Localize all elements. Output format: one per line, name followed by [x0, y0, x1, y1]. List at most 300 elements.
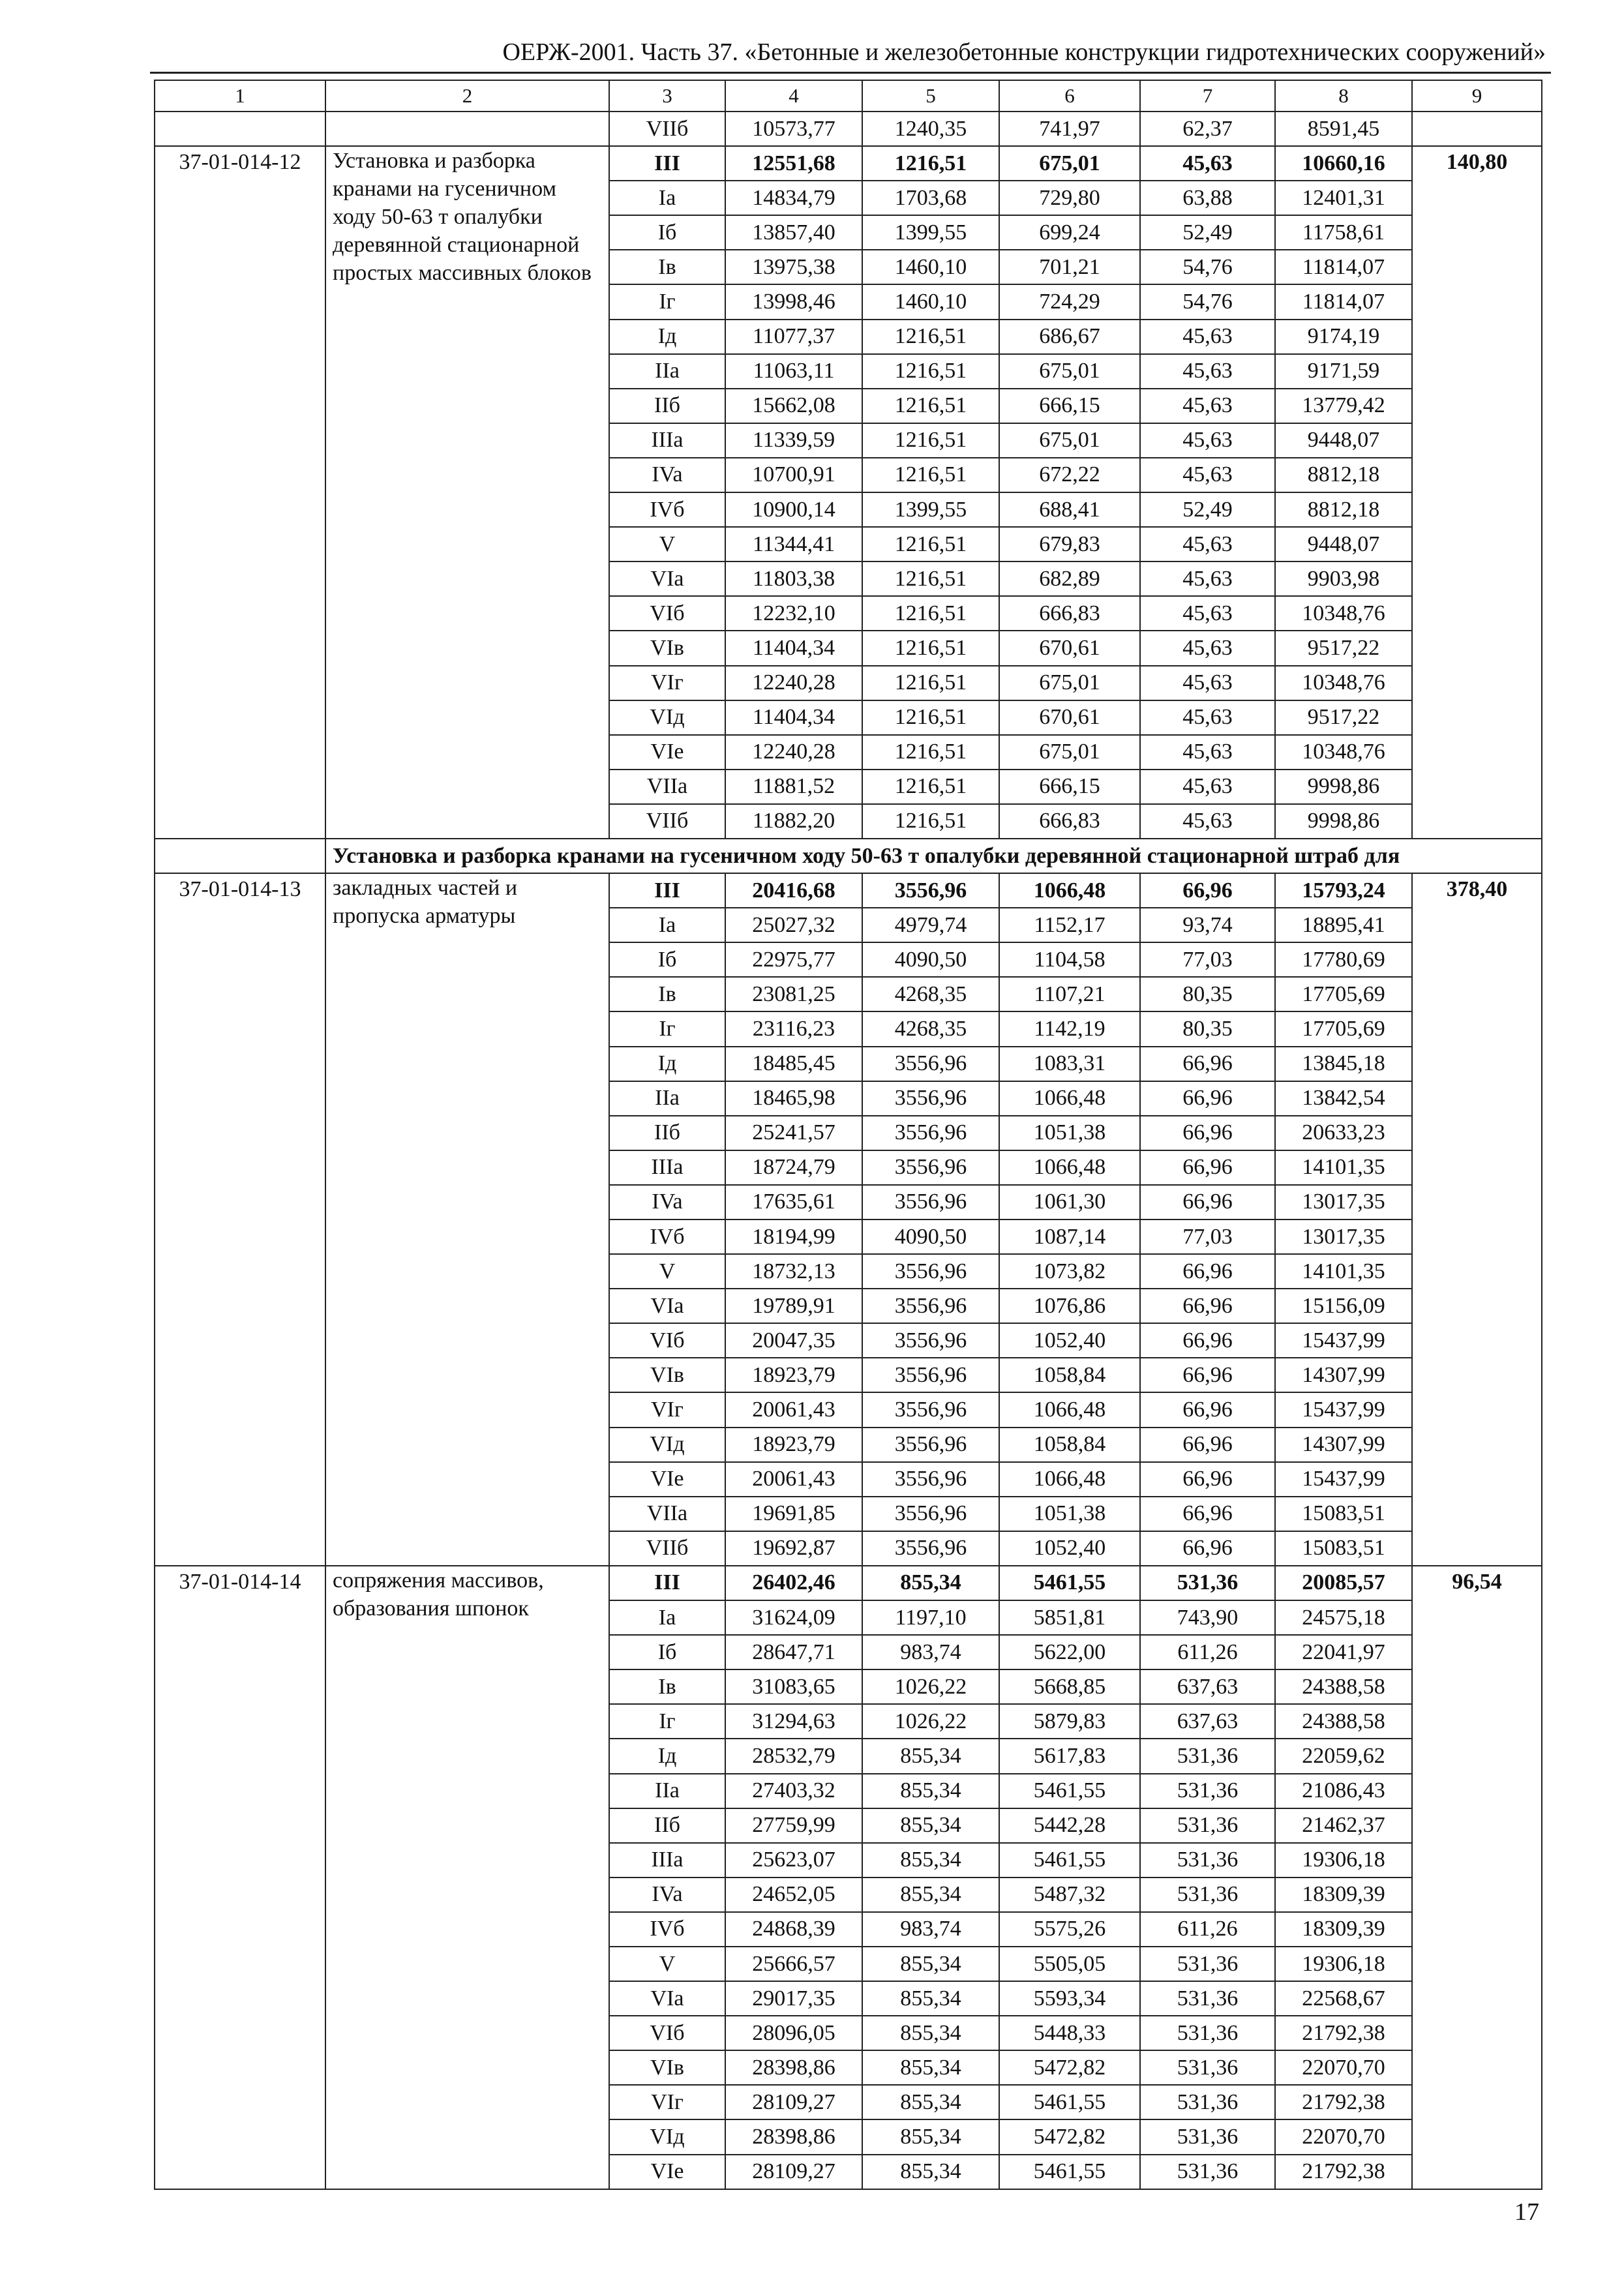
value-cell: 20416,68: [725, 873, 862, 908]
value-cell: 18923,79: [725, 1428, 862, 1462]
header-rule: [150, 72, 1551, 74]
value-cell: 8591,45: [1275, 112, 1412, 146]
value-cell: 15662,08: [725, 389, 862, 423]
value-cell: 18309,39: [1275, 1912, 1412, 1947]
value-cell: 9448,07: [1275, 527, 1412, 561]
value-cell: 13845,18: [1275, 1047, 1412, 1081]
value-cell: 9517,22: [1275, 700, 1412, 735]
value-cell: 5461,55: [999, 1843, 1140, 1878]
zone-cell: VIa: [609, 1981, 725, 2016]
item-code: 37-01-014-14: [155, 1566, 325, 2189]
value-cell: 15083,51: [1275, 1497, 1412, 1531]
value-cell: 1703,68: [862, 181, 999, 215]
page-header: ОЕРЖ-2001. Часть 37. «Бетонные и железобетонные конструкции гидротехнических сооружений»: [502, 38, 1546, 66]
zone-cell: Ia: [609, 181, 725, 215]
table-row: [155, 112, 1542, 146]
value-cell: 855,34: [862, 2155, 999, 2189]
value-cell: 1216,51: [862, 389, 999, 423]
zone-cell: IIa: [609, 1081, 725, 1116]
value-cell: 19789,91: [725, 1289, 862, 1323]
zone-cell: VIв: [609, 1358, 725, 1392]
column-number-cell: 9: [1412, 80, 1542, 112]
value-cell: 1066,48: [999, 1081, 1140, 1116]
value-cell: 686,67: [999, 320, 1140, 354]
value-cell: 10660,16: [1275, 146, 1412, 181]
value-cell: 11758,61: [1275, 215, 1412, 250]
value-cell: 5461,55: [999, 1566, 1140, 1600]
value-cell: 855,34: [862, 1739, 999, 1773]
value-cell: 3556,96: [862, 873, 999, 908]
value-cell: 28647,71: [725, 1635, 862, 1669]
value-cell: 5575,26: [999, 1912, 1140, 1947]
value-cell: 24388,58: [1275, 1669, 1412, 1704]
zone-cell: Iв: [609, 977, 725, 1011]
value-cell: 3556,96: [862, 1081, 999, 1116]
value-cell: 45,63: [1140, 320, 1275, 354]
value-cell: 20061,43: [725, 1392, 862, 1427]
value-cell: 729,80: [999, 181, 1140, 215]
zone-cell: Iб: [609, 215, 725, 250]
zone-cell: VIe: [609, 2155, 725, 2189]
value-cell: 4090,50: [862, 1219, 999, 1254]
value-cell: 3556,96: [862, 1185, 999, 1219]
value-cell: 15437,99: [1275, 1392, 1412, 1427]
value-cell: 531,36: [1140, 2155, 1275, 2189]
value-cell: 45,63: [1140, 596, 1275, 631]
value-cell: 637,63: [1140, 1669, 1275, 1704]
value-cell: 45,63: [1140, 804, 1275, 839]
value-cell: 66,96: [1140, 1150, 1275, 1185]
value-cell: 1216,51: [862, 804, 999, 839]
value-cell: 21792,38: [1275, 2016, 1412, 2050]
value-cell: 675,01: [999, 146, 1140, 181]
zone-cell: IIб: [609, 1116, 725, 1150]
value-cell: 22059,62: [1275, 1739, 1412, 1773]
value-cell: 741,97: [999, 112, 1140, 146]
value-cell: 983,74: [862, 1912, 999, 1947]
value-cell: 1073,82: [999, 1254, 1140, 1289]
item-code: 37-01-014-12: [155, 146, 325, 839]
value-cell: 1197,10: [862, 1600, 999, 1635]
zone-cell: III: [609, 1566, 725, 1600]
value-cell: 14101,35: [1275, 1254, 1412, 1289]
value-cell: 1216,51: [862, 320, 999, 354]
value-cell: 31294,63: [725, 1704, 862, 1739]
value-cell: 66,96: [1140, 1428, 1275, 1462]
value-cell: 19691,85: [725, 1497, 862, 1531]
value-cell: 13975,38: [725, 250, 862, 284]
zone-cell: VIIб: [609, 1531, 725, 1566]
value-cell: 1399,55: [862, 492, 999, 527]
value-cell: 11077,37: [725, 320, 862, 354]
value-cell: 22070,70: [1275, 2050, 1412, 2085]
value-cell: 1216,51: [862, 423, 999, 458]
value-cell: 12240,28: [725, 735, 862, 770]
zone-cell: IIб: [609, 389, 725, 423]
value-cell: 1066,48: [999, 1150, 1140, 1185]
value-cell: 855,34: [862, 1878, 999, 1912]
code-cell: [155, 112, 325, 146]
value-cell: 12551,68: [725, 146, 862, 181]
description-cell: [325, 112, 609, 146]
value-cell: 28109,27: [725, 2085, 862, 2119]
value-cell: 10573,77: [725, 112, 862, 146]
value-cell: 3556,96: [862, 1047, 999, 1081]
value-cell: 688,41: [999, 492, 1140, 527]
zone-cell: Iд: [609, 320, 725, 354]
value-cell: 5472,82: [999, 2050, 1140, 2085]
column-number-cell: 3: [609, 80, 725, 112]
zone-cell: Iв: [609, 1669, 725, 1704]
value-cell: 77,03: [1140, 1219, 1275, 1254]
value-cell: 10700,91: [725, 458, 862, 492]
value-cell: 21792,38: [1275, 2085, 1412, 2119]
value-cell: 1061,30: [999, 1185, 1140, 1219]
section-heading-row: [155, 839, 1542, 873]
value-cell: 63,88: [1140, 181, 1275, 215]
value-cell: 1152,17: [999, 908, 1140, 942]
value-cell: 19306,18: [1275, 1843, 1412, 1878]
value-cell: 26402,46: [725, 1566, 862, 1600]
table-row: [155, 146, 1542, 181]
value-cell: 45,63: [1140, 561, 1275, 596]
value-cell: 18895,41: [1275, 908, 1412, 942]
value-cell: 3556,96: [862, 1428, 999, 1462]
value-cell: 682,89: [999, 561, 1140, 596]
value-cell: 3556,96: [862, 1462, 999, 1497]
value-cell: 5617,83: [999, 1739, 1140, 1773]
value-cell: 80,35: [1140, 977, 1275, 1011]
value-cell: 22568,67: [1275, 1981, 1412, 2016]
value-cell: 31624,09: [725, 1600, 862, 1635]
value-cell: 11814,07: [1275, 284, 1412, 319]
zone-cell: VIг: [609, 2085, 725, 2119]
value-cell: 45,63: [1140, 735, 1275, 770]
value-cell: 20047,35: [725, 1323, 862, 1358]
value-cell: 20633,23: [1275, 1116, 1412, 1150]
value-cell: 855,34: [862, 2016, 999, 2050]
column-number-row: [155, 80, 1542, 112]
value-cell: 5487,32: [999, 1878, 1140, 1912]
value-cell: 1058,84: [999, 1358, 1140, 1392]
value-cell: 1051,38: [999, 1116, 1140, 1150]
value-cell: 18724,79: [725, 1150, 862, 1185]
value-cell: 54,76: [1140, 250, 1275, 284]
value-cell: 52,49: [1140, 492, 1275, 527]
code-cell: [155, 839, 325, 873]
value-cell: 1052,40: [999, 1323, 1140, 1358]
value-cell: 699,24: [999, 215, 1140, 250]
value-cell: 9998,86: [1275, 804, 1412, 839]
item-description: Установка и разборка кранами на гусеничном ходу 50-63 т опалубки деревянной стационарной простых массивных блоков: [325, 146, 609, 839]
value-cell: 3556,96: [862, 1531, 999, 1566]
value-cell: 1399,55: [862, 215, 999, 250]
value-cell: 45,63: [1140, 458, 1275, 492]
zone-cell: IVa: [609, 1878, 725, 1912]
value-cell: 1216,51: [862, 354, 999, 389]
value-cell: 11063,11: [725, 354, 862, 389]
zone-cell: VIe: [609, 1462, 725, 1497]
item-code: 37-01-014-13: [155, 873, 325, 1566]
value-cell: 8812,18: [1275, 492, 1412, 527]
value-cell: 66,96: [1140, 1462, 1275, 1497]
value-cell: 5622,00: [999, 1635, 1140, 1669]
labor-cost-cell: 140,80: [1412, 146, 1542, 839]
value-cell: 3556,96: [862, 1254, 999, 1289]
value-cell: 5461,55: [999, 1774, 1140, 1808]
value-cell: 855,34: [862, 1566, 999, 1600]
value-cell: 1216,51: [862, 458, 999, 492]
zone-cell: IVб: [609, 1912, 725, 1947]
zone-cell: VIб: [609, 1323, 725, 1358]
value-cell: 11803,38: [725, 561, 862, 596]
value-cell: 666,83: [999, 804, 1140, 839]
zone-cell: IVa: [609, 458, 725, 492]
value-cell: 531,36: [1140, 2119, 1275, 2154]
value-cell: 855,34: [862, 2085, 999, 2119]
value-cell: 17780,69: [1275, 942, 1412, 977]
value-cell: 24575,18: [1275, 1600, 1412, 1635]
value-cell: 3556,96: [862, 1392, 999, 1427]
zone-cell: V: [609, 1254, 725, 1289]
value-cell: 531,36: [1140, 1808, 1275, 1843]
zone-cell: VIa: [609, 1289, 725, 1323]
value-cell: 5461,55: [999, 2155, 1140, 2189]
value-cell: 66,96: [1140, 1289, 1275, 1323]
zone-cell: III: [609, 146, 725, 181]
value-cell: 28532,79: [725, 1739, 862, 1773]
value-cell: 1052,40: [999, 1531, 1140, 1566]
value-cell: 25666,57: [725, 1947, 862, 1981]
zone-cell: VIд: [609, 700, 725, 735]
value-cell: 45,63: [1140, 631, 1275, 665]
value-cell: 66,96: [1140, 1185, 1275, 1219]
value-cell: 13779,42: [1275, 389, 1412, 423]
value-cell: 855,34: [862, 1808, 999, 1843]
value-cell: 11882,20: [725, 804, 862, 839]
value-cell: 983,74: [862, 1635, 999, 1669]
value-cell: 531,36: [1140, 1774, 1275, 1808]
value-cell: 531,36: [1140, 1878, 1275, 1912]
value-cell: 24868,39: [725, 1912, 862, 1947]
value-cell: 14101,35: [1275, 1150, 1412, 1185]
value-cell: 15083,51: [1275, 1531, 1412, 1566]
value-cell: 18485,45: [725, 1047, 862, 1081]
value-cell: 855,34: [862, 1981, 999, 2016]
value-cell: 66,96: [1140, 1497, 1275, 1531]
value-cell: 93,74: [1140, 908, 1275, 942]
zone-cell: IIIa: [609, 423, 725, 458]
zone-cell: IVб: [609, 1219, 725, 1254]
zone-cell: VIa: [609, 561, 725, 596]
value-cell: 11344,41: [725, 527, 862, 561]
value-cell: 743,90: [1140, 1600, 1275, 1635]
value-cell: 14307,99: [1275, 1428, 1412, 1462]
value-cell: 17705,69: [1275, 1011, 1412, 1046]
value-cell: 66,96: [1140, 1358, 1275, 1392]
value-cell: 21792,38: [1275, 2155, 1412, 2189]
zone-cell: IVб: [609, 492, 725, 527]
zone-cell: VIв: [609, 631, 725, 665]
value-cell: 724,29: [999, 284, 1140, 319]
value-cell: 24388,58: [1275, 1704, 1412, 1739]
value-cell: 1216,51: [862, 700, 999, 735]
value-cell: 5448,33: [999, 2016, 1140, 2050]
value-cell: 45,63: [1140, 146, 1275, 181]
column-number-cell: 4: [725, 80, 862, 112]
zone-cell: V: [609, 527, 725, 561]
value-cell: 5442,28: [999, 1808, 1140, 1843]
value-cell: 1083,31: [999, 1047, 1140, 1081]
value-cell: 1216,51: [862, 631, 999, 665]
value-cell: 1066,48: [999, 1462, 1140, 1497]
value-cell: 66,96: [1140, 1323, 1275, 1358]
value-cell: 13857,40: [725, 215, 862, 250]
value-cell: 25027,32: [725, 908, 862, 942]
item-description: сопряжения массивов, образования шпонок: [325, 1566, 609, 2189]
value-cell: 27759,99: [725, 1808, 862, 1843]
value-cell: 45,63: [1140, 770, 1275, 804]
value-cell: 54,76: [1140, 284, 1275, 319]
value-cell: 1087,14: [999, 1219, 1140, 1254]
value-cell: 14307,99: [1275, 1358, 1412, 1392]
value-cell: 15793,24: [1275, 873, 1412, 908]
page-number: 17: [1514, 2198, 1539, 2226]
value-cell: 531,36: [1140, 2016, 1275, 2050]
value-cell: 22041,97: [1275, 1635, 1412, 1669]
value-cell: 1107,21: [999, 977, 1140, 1011]
table-row: [155, 873, 1542, 908]
value-cell: 13998,46: [725, 284, 862, 319]
value-cell: 5593,34: [999, 1981, 1140, 2016]
value-cell: 10348,76: [1275, 596, 1412, 631]
value-cell: 670,61: [999, 700, 1140, 735]
zone-cell: Ia: [609, 908, 725, 942]
zone-cell: VIд: [609, 1428, 725, 1462]
column-number-cell: 6: [999, 80, 1140, 112]
value-cell: 5851,81: [999, 1600, 1140, 1635]
value-cell: 11404,34: [725, 631, 862, 665]
column-number-cell: 2: [325, 80, 609, 112]
value-cell: 3556,96: [862, 1116, 999, 1150]
value-cell: 28398,86: [725, 2050, 862, 2085]
value-cell: 4268,35: [862, 977, 999, 1011]
zone-cell: VIIa: [609, 1497, 725, 1531]
zone-cell: Iд: [609, 1739, 725, 1773]
labor-cost-cell: 378,40: [1412, 873, 1542, 1566]
value-cell: 1460,10: [862, 250, 999, 284]
value-cell: 23116,23: [725, 1011, 862, 1046]
value-cell: 11881,52: [725, 770, 862, 804]
value-cell: 855,34: [862, 2050, 999, 2085]
value-cell: 5472,82: [999, 2119, 1140, 2154]
value-cell: 9903,98: [1275, 561, 1412, 596]
value-cell: 52,49: [1140, 215, 1275, 250]
value-cell: 1076,86: [999, 1289, 1140, 1323]
value-cell: 3556,96: [862, 1150, 999, 1185]
value-cell: 1216,51: [862, 596, 999, 631]
value-cell: 9171,59: [1275, 354, 1412, 389]
zone-cell: III: [609, 873, 725, 908]
value-cell: 855,34: [862, 1774, 999, 1808]
value-cell: 13842,54: [1275, 1081, 1412, 1116]
value-cell: 1051,38: [999, 1497, 1140, 1531]
value-cell: 28096,05: [725, 2016, 862, 2050]
value-cell: 23081,25: [725, 977, 862, 1011]
value-cell: 27403,32: [725, 1774, 862, 1808]
value-cell: 19692,87: [725, 1531, 862, 1566]
value-cell: 28109,27: [725, 2155, 862, 2189]
value-cell: 9998,86: [1275, 770, 1412, 804]
value-cell: 855,34: [862, 1843, 999, 1878]
item-description: закладных частей и пропуска арматуры: [325, 873, 609, 1566]
value-cell: 1026,22: [862, 1704, 999, 1739]
value-cell: 675,01: [999, 735, 1140, 770]
value-cell: 1104,58: [999, 942, 1140, 977]
value-cell: 28398,86: [725, 2119, 862, 2154]
value-cell: 1142,19: [999, 1011, 1140, 1046]
value-cell: 670,61: [999, 631, 1140, 665]
value-cell: 19306,18: [1275, 1947, 1412, 1981]
value-cell: 12232,10: [725, 596, 862, 631]
value-cell: 637,63: [1140, 1704, 1275, 1739]
value-cell: VIIб: [609, 112, 725, 146]
value-cell: 25241,57: [725, 1116, 862, 1150]
zone-cell: IIa: [609, 1774, 725, 1808]
value-cell: 3556,96: [862, 1323, 999, 1358]
value-cell: 1216,51: [862, 770, 999, 804]
value-cell: 13017,35: [1275, 1185, 1412, 1219]
value-cell: 80,35: [1140, 1011, 1275, 1046]
column-number-cell: 7: [1140, 80, 1275, 112]
value-cell: 5879,83: [999, 1704, 1140, 1739]
zone-cell: Iб: [609, 942, 725, 977]
value-cell: 701,21: [999, 250, 1140, 284]
zone-cell: V: [609, 1947, 725, 1981]
value-cell: 11404,34: [725, 700, 862, 735]
value-cell: 13017,35: [1275, 1219, 1412, 1254]
value-cell: 20061,43: [725, 1462, 862, 1497]
value-cell: 24652,05: [725, 1878, 862, 1912]
value-cell: 5505,05: [999, 1947, 1140, 1981]
zone-cell: VIIa: [609, 770, 725, 804]
value-cell: 15437,99: [1275, 1323, 1412, 1358]
value-cell: 10900,14: [725, 492, 862, 527]
value-cell: 531,36: [1140, 1739, 1275, 1773]
table-row: [155, 1566, 1542, 1600]
value-cell: 18923,79: [725, 1358, 862, 1392]
value-cell: 12401,31: [1275, 181, 1412, 215]
value-cell: 531,36: [1140, 1566, 1275, 1600]
value-cell: 4268,35: [862, 1011, 999, 1046]
zone-cell: Iб: [609, 1635, 725, 1669]
zone-cell: Iд: [609, 1047, 725, 1081]
value-cell: 20085,57: [1275, 1566, 1412, 1600]
value-cell: 1216,51: [862, 735, 999, 770]
value-cell: 31083,65: [725, 1669, 862, 1704]
value-cell: 66,96: [1140, 1047, 1275, 1081]
value-cell: 4090,50: [862, 942, 999, 977]
zone-cell: IIa: [609, 354, 725, 389]
value-cell: 3556,96: [862, 1358, 999, 1392]
column-number-cell: 5: [862, 80, 999, 112]
value-cell: 3556,96: [862, 1497, 999, 1531]
value-cell: 11814,07: [1275, 250, 1412, 284]
value-cell: 1240,35: [862, 112, 999, 146]
value-cell: 4979,74: [862, 908, 999, 942]
value-cell: 66,96: [1140, 873, 1275, 908]
zone-cell: VIд: [609, 2119, 725, 2154]
